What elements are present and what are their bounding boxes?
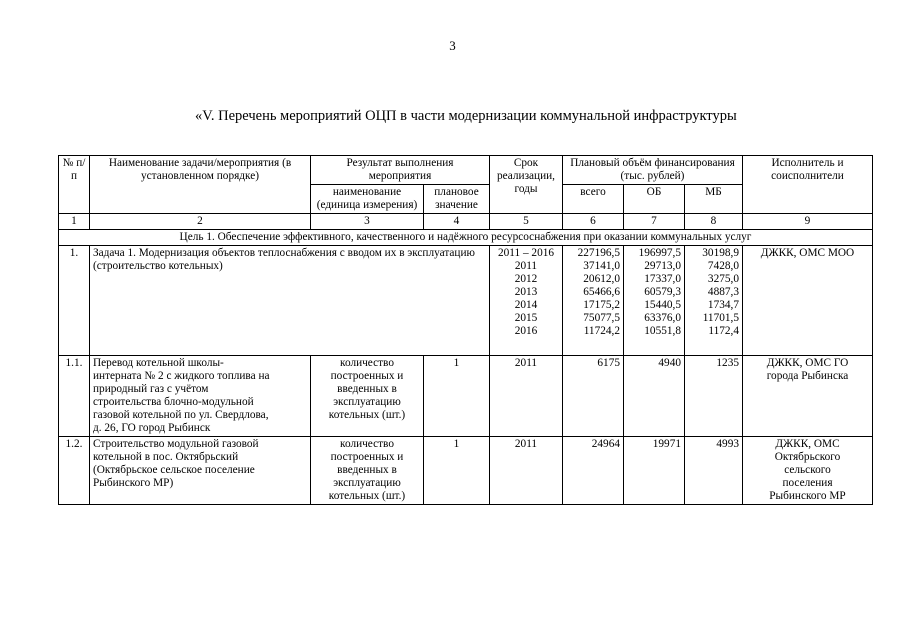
task-title: Задача 1. Модернизация объектов теплоснабжения с вводом их в эксплуатацию (строительство котельных) <box>90 246 490 356</box>
column-number: 2 <box>90 214 311 230</box>
column-number: 9 <box>743 214 873 230</box>
header-result: Результат выполнения мероприятия <box>311 156 490 185</box>
year-value: 2013 <box>514 286 538 298</box>
result-plan: 1 <box>424 356 490 437</box>
goal-text: Цель 1. Обеспечение эффективного, качественного и надёжного ресурсоснабжения при оказании коммунальных услуг <box>59 230 873 246</box>
executor-line: города Рыбинска <box>766 370 849 382</box>
year-value: 2015 <box>514 312 538 324</box>
page-number: 3 <box>449 38 456 53</box>
total-value: 11724,2 <box>583 325 620 337</box>
total-value: 227196,5 <box>577 247 620 259</box>
executor-line: ДЖКК, ОМС <box>775 438 840 450</box>
executor-line: сельского <box>784 464 831 476</box>
executor-line: Рыбинского МР <box>769 490 846 502</box>
executor-line: поселения <box>782 477 833 489</box>
total-value: 20612,0 <box>583 273 620 285</box>
ob-value: 60579,3 <box>644 286 681 298</box>
result-name <box>311 356 424 437</box>
activity-line: котельной в пос. Октябрьский <box>93 451 239 463</box>
activity-line: строительства блочно-модульной <box>93 396 254 408</box>
result-line: эксплуатацию <box>333 477 401 489</box>
header-mb: МБ <box>685 185 743 214</box>
ob-value: 15440,5 <box>644 299 681 311</box>
total-value: 24964 <box>563 437 624 505</box>
result-line: введенных в <box>337 383 397 395</box>
column-numbers-row <box>59 214 873 230</box>
result-line: введенных в <box>337 464 397 476</box>
row-num: 1. <box>59 246 90 356</box>
result-line: котельных (шт.) <box>328 409 406 421</box>
ob-value: 196997,5 <box>638 247 681 259</box>
column-number: 1 <box>59 214 90 230</box>
total-list <box>563 246 624 356</box>
ob-list <box>624 246 685 356</box>
table-row <box>59 356 873 437</box>
result-line: построенных и <box>330 370 404 382</box>
executor-line: Октябрьского <box>774 451 841 463</box>
row-num: 1.1. <box>59 356 90 437</box>
result-line: построенных и <box>330 451 404 463</box>
activities-table <box>58 155 873 505</box>
total-value: 6175 <box>563 356 624 437</box>
mb-value: 4887,3 <box>707 286 739 298</box>
header-funding: Плановый объём финансирования (тыс. рублей) <box>563 156 743 185</box>
mb-value: 1172,4 <box>708 325 739 337</box>
year-value: 2016 <box>514 325 538 337</box>
column-number: 4 <box>424 214 490 230</box>
header-task: Наименование задачи/мероприятия (в установленном порядке) <box>90 156 311 214</box>
table-row <box>59 437 873 505</box>
table-row <box>59 246 873 356</box>
mb-value: 4993 <box>685 437 743 505</box>
total-value: 65466,6 <box>583 286 620 298</box>
header-result-name: наименование (единица измерения) <box>311 185 424 214</box>
executor <box>743 356 873 437</box>
column-number: 5 <box>490 214 563 230</box>
activity-title <box>90 437 311 505</box>
result-name <box>311 437 424 505</box>
column-number: 7 <box>624 214 685 230</box>
mb-value: 7428,0 <box>707 260 739 272</box>
ob-value: 19971 <box>624 437 685 505</box>
activity-line: д. 26, ГО город Рыбинск <box>93 422 211 434</box>
year-value: 2011 – 2016 <box>497 247 555 259</box>
result-line: количество <box>340 357 394 369</box>
ob-value: 17337,0 <box>644 273 681 285</box>
executor <box>743 437 873 505</box>
result-line: эксплуатацию <box>333 396 401 408</box>
mb-value: 3275,0 <box>707 273 739 285</box>
executor-line: ДЖКК, ОМС ГО <box>766 357 849 369</box>
column-number: 3 <box>311 214 424 230</box>
result-line: котельных (шт.) <box>328 490 406 502</box>
activity-title <box>90 356 311 437</box>
year-value: 2012 <box>514 273 538 285</box>
activity-line: Строительство модульной газовой <box>93 438 259 450</box>
result-line: количество <box>340 438 394 450</box>
year-value: 2011 <box>514 260 538 272</box>
ob-value: 4940 <box>624 356 685 437</box>
total-value: 37141,0 <box>583 260 620 272</box>
mb-value: 1235 <box>685 356 743 437</box>
year-value: 2014 <box>514 299 538 311</box>
ob-value: 10551,8 <box>644 325 681 337</box>
column-number: 6 <box>563 214 624 230</box>
header-result-plan: плановое значение <box>424 185 490 214</box>
activity-line: интерната № 2 с жидкого топлива на <box>93 370 270 382</box>
mb-list <box>685 246 743 356</box>
result-plan: 1 <box>424 437 490 505</box>
activity-line: Перевод котельной школы- <box>93 357 224 369</box>
mb-value: 11701,5 <box>702 312 739 324</box>
ob-value: 63376,0 <box>644 312 681 324</box>
activity-line: газовой котельной по ул. Свердлова, <box>93 409 269 421</box>
activity-line: (Октябрьское сельское поселение <box>93 464 255 476</box>
header-executor: Исполнитель и соисполнители <box>743 156 873 214</box>
total-value: 75077,5 <box>583 312 620 324</box>
years-list <box>490 246 563 356</box>
mb-value: 30198,9 <box>702 247 739 259</box>
header-ob: ОБ <box>624 185 685 214</box>
mb-value: 1734,7 <box>707 299 739 311</box>
header-total: всего <box>563 185 624 214</box>
section-heading: «V. Перечень мероприятий ОЦП в части модернизации коммунальной инфраструктуры <box>195 108 737 124</box>
total-value: 17175,2 <box>583 299 620 311</box>
header-num: № п/п <box>59 156 90 214</box>
header-period: Срок реализации, годы <box>490 156 563 214</box>
header-row <box>59 156 873 185</box>
activity-line: Рыбинского МР) <box>93 477 174 489</box>
goal-row <box>59 230 873 246</box>
year-value: 2011 <box>490 356 563 437</box>
executor: ДЖКК, ОМС МОО <box>743 246 873 356</box>
column-number: 8 <box>685 214 743 230</box>
row-num: 1.2. <box>59 437 90 505</box>
year-value: 2011 <box>490 437 563 505</box>
ob-value: 29713,0 <box>644 260 681 272</box>
activity-line: природный газ с учётом <box>93 383 209 395</box>
